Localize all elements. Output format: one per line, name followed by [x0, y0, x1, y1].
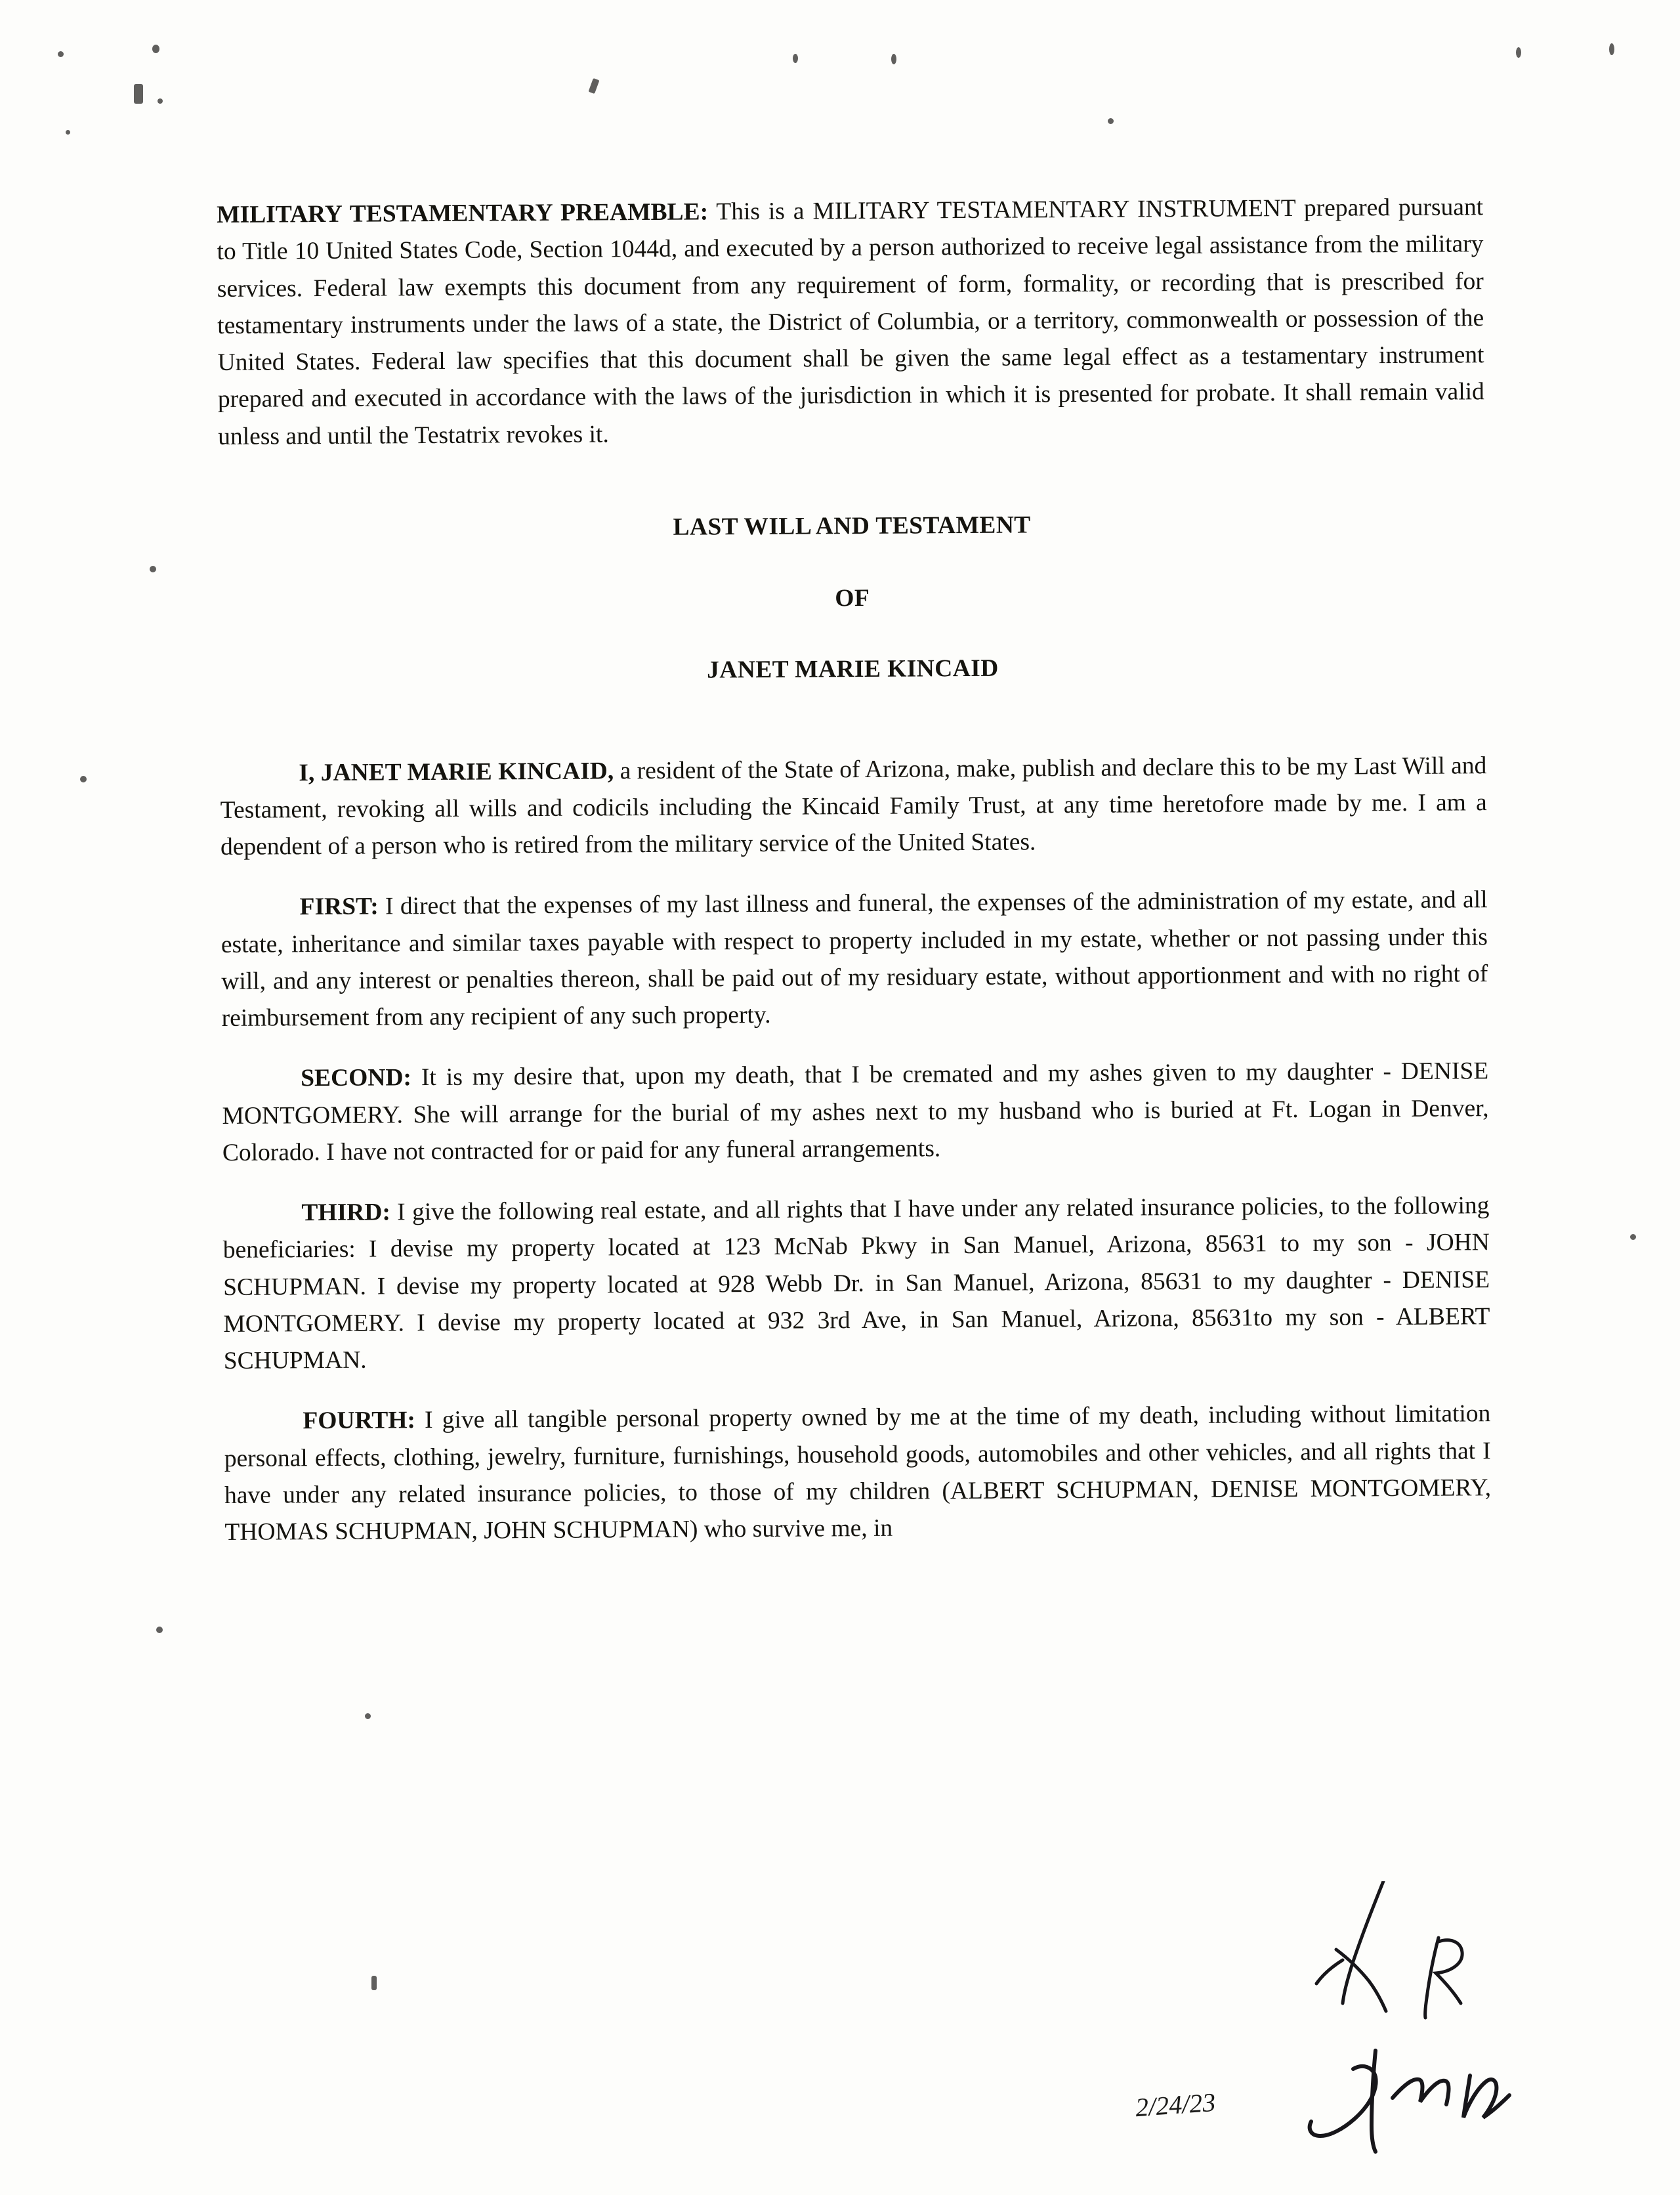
- preamble-label: MILITARY TESTAMENTARY PREAMBLE:: [217, 198, 709, 228]
- article-first-label: FIRST:: [299, 893, 379, 921]
- document-body: [217, 189, 1492, 1575]
- signature-date: 2/24/23: [1134, 2087, 1217, 2123]
- scan-speck: [793, 54, 798, 63]
- document-title: LAST WILL AND TESTAMENT: [673, 511, 1031, 541]
- article-second-label: SECOND:: [301, 1064, 412, 1092]
- scan-speck: [371, 1976, 377, 1990]
- opening-text: a resident of the State of Arizona, make, publish and declare this to be my Last Will and Testament, revoking all wills and codicils including the Kincaid Family Trust, at any time heretofore made by me. I am a dependent of a person who is retired from the military service of the United States.: [220, 752, 1487, 861]
- opening-lead: I, JANET MARIE KINCAID,: [299, 757, 614, 786]
- opening-paragraph: [220, 748, 1487, 866]
- article-third: [222, 1187, 1490, 1380]
- scan-speck: [1609, 43, 1614, 55]
- scan-speck: [589, 78, 600, 94]
- article-first: [220, 882, 1488, 1037]
- scan-speck: [134, 84, 143, 104]
- article-first-text: I direct that the expenses of my last illness and funeral, the expenses of the administration of my estate, and all estate, inheritance and similar taxes payable with respect to property included in my estate, whether or not passing under this will, and any interest or penalties thereon, shall be paid out of my residuary estate, without apportionment and with no right of reimbursement from any recipient of any such property.: [220, 886, 1488, 1032]
- scan-speck: [1630, 1234, 1636, 1240]
- article-second: [222, 1053, 1489, 1172]
- testatrix-name: JANET MARIE KINCAID: [707, 654, 999, 684]
- preamble-text: This is a MILITARY TESTAMENTARY INSTRUMENT prepared pursuant to Title 10 United States Code, Section 1044d, and executed by a person authorized to receive legal assistance from the military services. Federal law exempts this document from any requirement of form, formality, or recording that is prescribed for testamentary instruments under the laws of a state, the District of Columbia, or a territory, commonwealth or possession of the United States. Federal law specifies that this document shall be given the same legal effect as a testamentary instrument prepared and executed in accordance with the laws of the jurisdiction in which it is presented for probate. It shall remain valid unless and until the Testatrix revokes it.: [217, 194, 1484, 450]
- scan-speck: [158, 98, 163, 104]
- article-third-text: I give the following real estate, and all rights that I have under any related insurance policies, to the following beneficiaries: I devise my property located at 123 McNab Pkwy in San Manuel, Arizona, 85631 to my son - JOHN SCHUPMAN. I devise my property located at 928 Webb Dr. in San Manuel, Arizona, 85631 to my daughter - DENISE MONTGOMERY. I devise my property located at 932 3rd Ave, in San Manuel, Arizona, 85631to my son - ALBERT SCHUPMAN.: [222, 1192, 1490, 1375]
- signature-area: [1129, 1875, 1601, 2157]
- article-fourth-label: FOURTH:: [303, 1407, 416, 1435]
- scan-speck: [152, 45, 159, 53]
- scan-speck: [891, 54, 896, 64]
- article-third-label: THIRD:: [301, 1199, 391, 1227]
- article-fourth: [224, 1396, 1491, 1551]
- article-fourth-text: I give all tangible personal property owned by me at the time of my death, including without limitation personal effects, clothing, jewelry, furniture, furnishings, household goods, automobiles and other vehicles, and all rights that I have under any related insurance policies, to those of my children (ALBERT SCHUPMAN, DENISE MONTGOMERY, THOMAS SCHUPMAN, JOHN SCHUPMAN) who survive me, in: [224, 1400, 1492, 1546]
- document-title-of: OF: [835, 584, 870, 612]
- scan-speck: [66, 130, 70, 135]
- scan-speck: [80, 776, 87, 782]
- scan-speck: [156, 1627, 163, 1633]
- scan-speck: [150, 566, 156, 572]
- scan-speck: [365, 1713, 371, 1719]
- scan-speck: [1108, 118, 1114, 124]
- article-second-text: It is my desire that, upon my death, that I be cremated and my ashes given to my daughter - DENISE MONTGOMERY. She will arrange for the burial of my ashes next to my husband who is buried at Ft. Logan in Denver, Colorado. I have not contracted for or paid for any funeral arrangements.: [222, 1057, 1489, 1166]
- scan-speck: [1516, 47, 1521, 58]
- preamble-paragraph: [217, 189, 1484, 456]
- scan-speck: [58, 51, 64, 57]
